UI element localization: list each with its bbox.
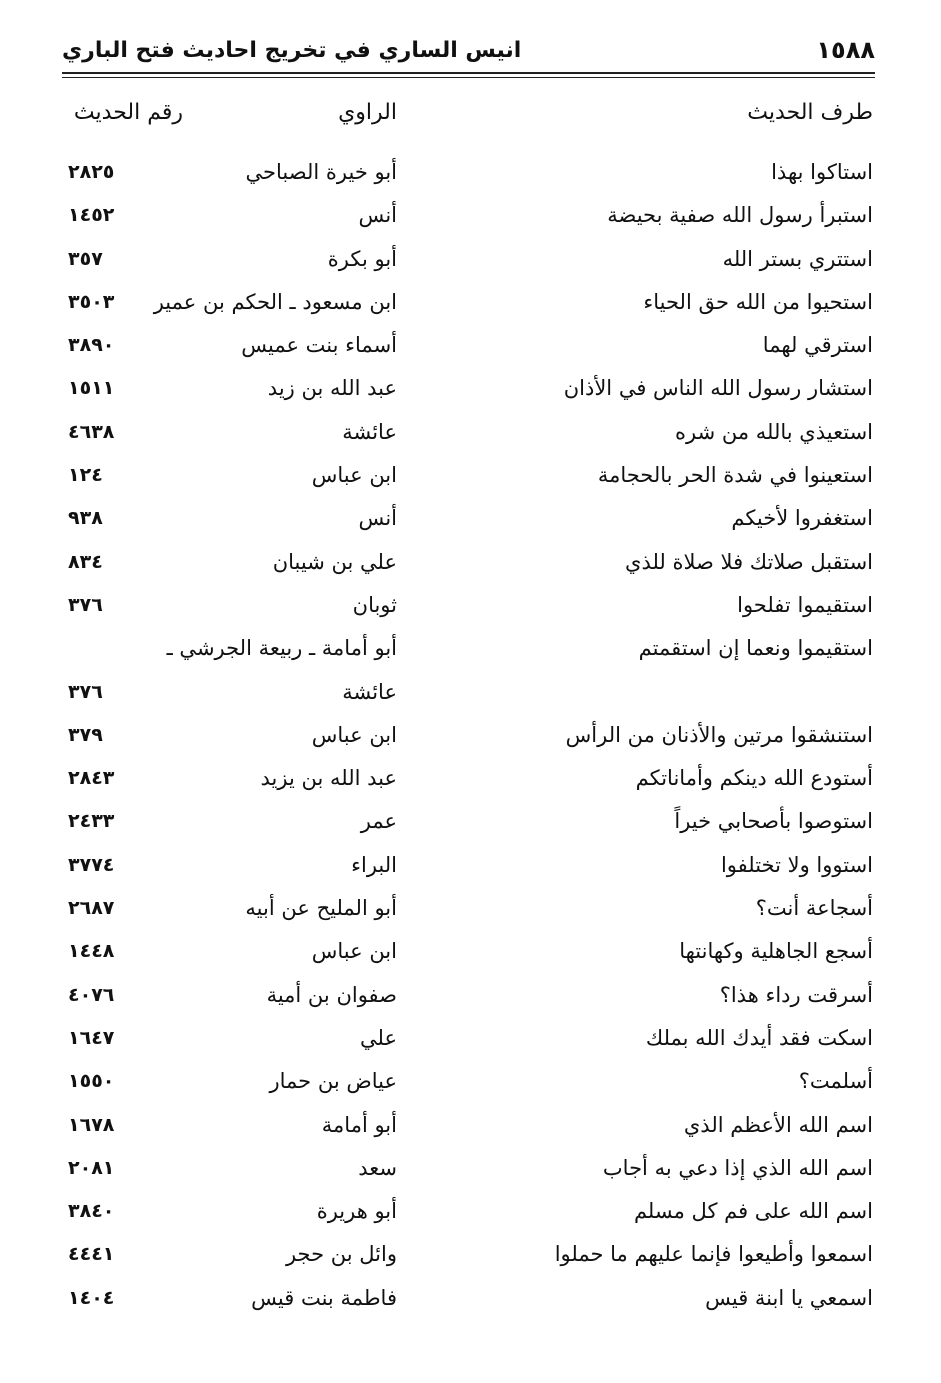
narrator: ثوبان xyxy=(352,592,397,617)
narrator: عمر xyxy=(360,809,397,834)
hadith-incipit: استعينوا في شدة الحر بالحجامة xyxy=(597,463,873,488)
table-row xyxy=(0,715,941,758)
table-row xyxy=(0,1148,941,1191)
hadith-number: ١٤٤٨ xyxy=(68,940,115,963)
hadith-incipit: استقيموا تفلحوا xyxy=(737,592,873,617)
narrator: أبو المليح عن أبيه xyxy=(245,896,397,921)
hadith-incipit: اسكت فقد أيدك الله بملك xyxy=(645,1025,873,1050)
column-header-number: رقم الحديث xyxy=(73,100,183,125)
table-row xyxy=(0,1191,941,1234)
narrator: ابن عباس xyxy=(311,939,397,964)
hadith-number: ٣٧٦ xyxy=(68,593,103,616)
hadith-incipit: أستودع الله دينكم وأماناتكم xyxy=(635,766,873,791)
column-header-narrator: الراوي xyxy=(338,100,397,125)
hadith-incipit: استتري بستر الله xyxy=(722,246,873,271)
narrator: أبو أمامة xyxy=(321,1112,397,1137)
hadith-number: ١٦٧٨ xyxy=(68,1113,115,1136)
header-rule-thin xyxy=(62,77,875,78)
table-row xyxy=(0,888,941,931)
hadith-incipit: استغفروا لأخيكم xyxy=(731,506,873,531)
hadith-number: ٢٤٣٣ xyxy=(68,810,115,833)
hadith-incipit: استحيوا من الله حق الحياء xyxy=(643,289,873,314)
header-rule-thick xyxy=(62,72,875,74)
narrator: أبو بكرة xyxy=(327,246,397,271)
table-row xyxy=(0,758,941,801)
hadith-incipit: اسم الله على فم كل مسلم xyxy=(633,1199,873,1224)
narrator: فاطمة بنت قيس xyxy=(251,1285,397,1310)
hadith-incipit: استشار رسول الله الناس في الأذان xyxy=(563,376,873,401)
hadith-number: ١٢٤ xyxy=(68,464,103,487)
narrator: أبو خيرة الصباحي xyxy=(245,160,397,184)
hadith-number: ٣٥٠٣ xyxy=(68,290,115,313)
narrator: عائشة xyxy=(342,419,397,444)
hadith-number: ٢٦٨٧ xyxy=(68,897,115,920)
narrator: علي بن شيبان xyxy=(272,549,397,574)
narrator: البراء xyxy=(351,852,397,877)
hadith-incipit: اسمعوا وأطيعوا فإنما عليهم ما حملوا xyxy=(554,1242,873,1267)
table-row xyxy=(0,325,941,368)
page-number: ١٥٨٨ xyxy=(816,36,875,64)
narrator: سعد xyxy=(358,1155,397,1180)
table-row xyxy=(0,239,941,282)
table-row xyxy=(0,1234,941,1277)
hadith-incipit: اسمعي يا ابنة قيس xyxy=(705,1285,873,1310)
hadith-number: ٣٧٧٤ xyxy=(68,853,115,876)
hadith-incipit: استنشقوا مرتين والأذنان من الرأس xyxy=(565,722,873,747)
hadith-number: ٨٣٤ xyxy=(68,550,103,573)
narrator: علي xyxy=(360,1025,397,1050)
narrator: عبد الله بن يزيد xyxy=(260,766,397,791)
narrator: وائل بن حجر xyxy=(285,1242,397,1267)
hadith-number: ٢٠٨١ xyxy=(68,1156,115,1179)
hadith-number: ١٥١١ xyxy=(68,377,115,400)
hadith-incipit: استاكوا بهذا xyxy=(771,160,873,184)
table-row xyxy=(0,152,941,195)
hadith-number: ٤٦٣٨ xyxy=(68,420,115,443)
narrator: أبو هريرة xyxy=(316,1199,397,1224)
hadith-incipit: استقيموا ونعما إن استقمتم xyxy=(638,636,873,661)
hadith-number: ١٥٥٠ xyxy=(68,1070,115,1093)
hadith-incipit: اسم الله الذي إذا دعي به أجاب xyxy=(602,1155,873,1180)
hadith-number: ٤٤٤١ xyxy=(68,1243,115,1266)
hadith-incipit: استوصوا بأصحابي خيراً xyxy=(674,809,873,834)
narrator: صفوان بن أمية xyxy=(266,982,397,1007)
narrator: أسماء بنت عميس xyxy=(241,333,397,358)
hadith-number: ٣٧٩ xyxy=(68,723,103,746)
narrator: ابن عباس xyxy=(311,463,397,488)
table-row xyxy=(0,455,941,498)
table-row xyxy=(0,412,941,455)
hadith-incipit: أسجاعة أنت؟ xyxy=(755,896,873,921)
hadith-incipit: استرقي لهما xyxy=(762,333,873,358)
table-row xyxy=(0,282,941,325)
column-header-hadith: طرف الحديث xyxy=(747,100,873,125)
table-row xyxy=(0,628,941,671)
hadith-number: ٤٠٧٦ xyxy=(68,983,115,1006)
narrator: عياض بن حمار xyxy=(269,1069,397,1094)
table-row xyxy=(0,542,941,585)
table-row xyxy=(0,931,941,974)
narrator: عبد الله بن زيد xyxy=(267,376,397,401)
table-row xyxy=(0,1061,941,1104)
hadith-number: ٢٨٢٥ xyxy=(68,161,115,183)
table-row xyxy=(0,672,941,715)
hadith-incipit: استبرأ رسول الله صفية بحيضة xyxy=(607,203,873,228)
table-row xyxy=(0,1018,941,1061)
narrator: عائشة xyxy=(342,679,397,704)
hadith-number: ٣٨٩٠ xyxy=(68,334,115,357)
hadith-incipit: أسرقت رداء هذا؟ xyxy=(719,982,873,1007)
hadith-number: ٢٨٤٣ xyxy=(68,767,115,790)
narrator: أبو أمامة ـ ربيعة الجرشي ـ xyxy=(166,636,397,661)
hadith-number: ٣٧٦ xyxy=(68,680,103,703)
table-row xyxy=(0,368,941,411)
running-header xyxy=(62,34,875,74)
narrator: أنس xyxy=(358,506,397,531)
narrator: أنس xyxy=(358,203,397,228)
index-table xyxy=(0,152,941,1321)
hadith-incipit: استعيذي بالله من شره xyxy=(675,419,873,444)
hadith-number: ١٤٥٢ xyxy=(68,204,115,227)
hadith-incipit: اسم الله الأعظم الذي xyxy=(683,1112,873,1137)
hadith-number: ١٤٠٤ xyxy=(68,1286,115,1309)
book-title: انيس الساري في تخريج احاديث فتح الباري xyxy=(62,38,522,63)
table-row xyxy=(0,585,941,628)
hadith-incipit: أسلمت؟ xyxy=(798,1069,873,1094)
table-row xyxy=(0,195,941,238)
hadith-number: ٩٣٨ xyxy=(68,507,103,530)
hadith-incipit: استووا ولا تختلفوا xyxy=(720,852,873,877)
hadith-number: ٣٥٧ xyxy=(68,247,103,270)
table-row xyxy=(0,1278,941,1321)
table-row xyxy=(0,845,941,888)
narrator: ابن مسعود ـ الحكم بن عمير xyxy=(153,289,397,314)
hadith-incipit: استقبل صلاتك فلا صلاة للذي xyxy=(625,549,873,574)
table-row xyxy=(0,1105,941,1148)
hadith-number: ١٦٤٧ xyxy=(68,1026,115,1049)
hadith-number: ٣٨٤٠ xyxy=(68,1200,115,1223)
table-row xyxy=(0,498,941,541)
narrator: ابن عباس xyxy=(311,722,397,747)
table-row xyxy=(0,801,941,844)
table-row xyxy=(0,975,941,1018)
hadith-incipit: أسجع الجاهلية وكهانتها xyxy=(679,939,873,964)
